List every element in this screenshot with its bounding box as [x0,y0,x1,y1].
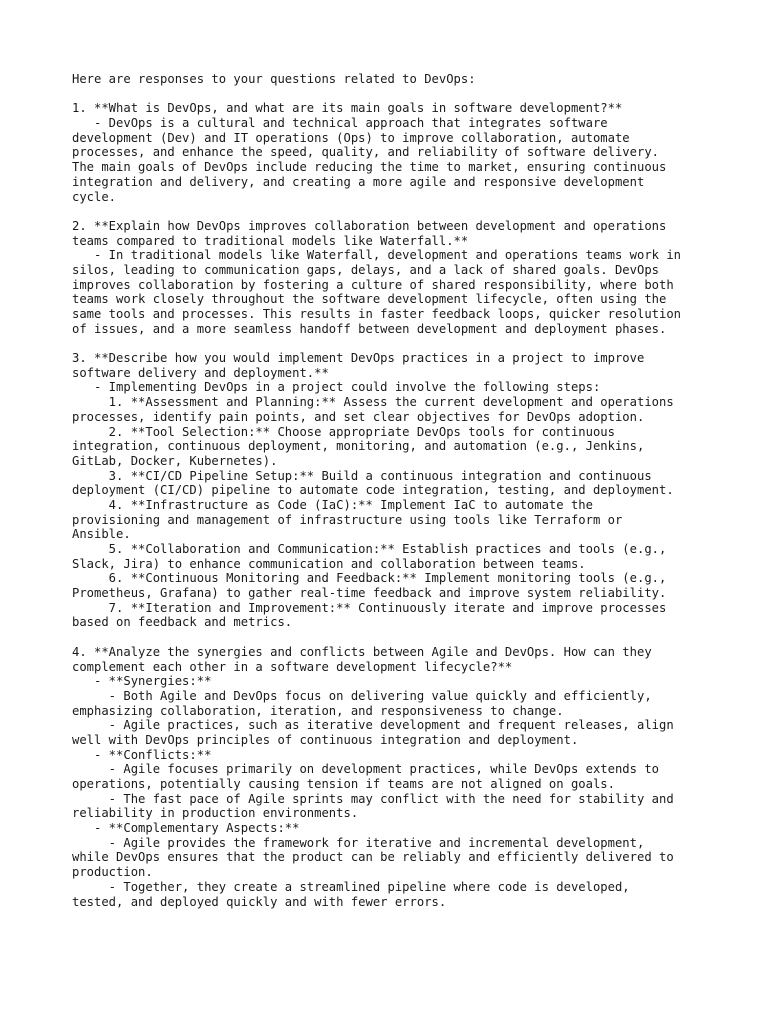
answer-3-step-1: 1. **Assessment and Planning:** Assess the current development and operations [72,395,674,410]
answer-1-line: cycle. [72,189,117,204]
answer-4-line: - Together, they create a streamlined pipeline where code is developed, [72,879,630,894]
answer-4-line: emphasizing collaboration, iteration, and responsiveness to change. [72,703,564,718]
answer-3-line: Prometheus, Grafana) to gather real-time feedback and improve system reliability. [72,586,667,601]
question-2-section [72,219,712,337]
question-3-heading: 3. **Describe how you would implement DevOps practices in a project to improve [72,351,645,366]
answer-4-line: reliability in production environments. [72,806,359,821]
spacer [72,630,712,645]
answer-3-line: Ansible. [72,527,131,542]
answer-3-step-4: 4. **Infrastructure as Code (IaC):** Implement IaC to automate the [72,497,593,512]
answer-2-line: of issues, and a more seamless handoff between development and deployment phases. [72,321,667,336]
answer-3-step-2: 2. **Tool Selection:** Choose appropriate DevOps tools for continuous [72,424,615,439]
question-2-heading: teams compared to traditional models like Waterfall.** [72,233,469,248]
intro-line: Here are responses to your questions related to DevOps: [72,72,476,86]
spacer [72,87,712,102]
complementary-aspects-heading: - **Complementary Aspects:** [72,821,300,836]
question-4-heading: complement each other in a software development lifecycle?** [72,659,513,674]
synergies-heading: - **Synergies:** [72,674,212,689]
answer-3-step-3: 3. **CI/CD Pipeline Setup:** Build a continuous integration and continuous [72,468,652,483]
answer-1-line: processes, and enhance the speed, quality, and reliability of software delivery. [72,145,659,160]
answer-3-line: provisioning and management of infrastructure using tools like Terraform or [72,512,623,527]
answer-3-step-7: 7. **Iteration and Improvement:** Continuously iterate and improve processes [72,600,667,615]
answer-2-line: silos, leading to communication gaps, delays, and a lack of shared goals. DevOps [72,262,659,277]
answer-4-line: - Agile practices, such as iterative development and frequent releases, align [72,718,674,733]
answer-1-line: The main goals of DevOps include reducing the time to market, ensuring continuous [72,160,667,175]
question-3-heading: software delivery and deployment.** [72,365,329,380]
answer-3-line: based on feedback and metrics. [72,615,293,630]
question-4-section [72,645,712,909]
answer-3-step-5: 5. **Collaboration and Communication:** Establish practices and tools (e.g., [72,542,667,556]
answer-2-line: - In traditional models like Waterfall, development and operations teams work in [72,248,682,263]
answer-4-line: well with DevOps principles of continuous integration and deployment. [72,732,579,747]
answer-2-line: teams work closely throughout the software development lifecycle, often using the [72,292,667,307]
conflicts-heading: - **Conflicts:** [72,747,212,762]
answer-4-line: - Agile focuses primarily on development practices, while DevOps extends to [72,762,659,777]
answer-4-line: operations, potentially causing tension if teams are not aligned on goals. [72,777,615,791]
question-3-section [72,351,712,630]
question-2-heading: 2. **Explain how DevOps improves collaboration between development and operations [72,218,667,233]
answer-4-line: production. [72,865,153,880]
spacer [72,204,712,219]
answer-4-line: tested, and deployed quickly and with fewer errors. [72,894,447,909]
answer-4-line: while DevOps ensures that the product can be reliably and efficiently delivered to [72,850,674,865]
document-page [72,72,712,909]
answer-1-line: - DevOps is a cultural and technical approach that integrates software [72,116,608,131]
question-4-heading: 4. **Analyze the synergies and conflicts between Agile and DevOps. How can they [72,644,652,659]
answer-4-line: - The fast pace of Agile sprints may conflict with the need for stability and [72,791,674,806]
answer-3-line: processes, identify pain points, and set clear objectives for DevOps adoption. [72,409,645,424]
answer-4-line: - Both Agile and DevOps focus on delivering value quickly and efficiently, [72,688,652,703]
answer-3-line: deployment (CI/CD) pipeline to automate code integration, testing, and deployment. [72,483,674,498]
answer-2-line: improves collaboration by fostering a culture of shared responsibility, where both [72,277,674,292]
answer-3-step-6: 6. **Continuous Monitoring and Feedback:** Implement monitoring tools (e.g., [72,571,667,586]
answer-2-line: same tools and processes. This results in faster feedback loops, quicker resolution [72,307,682,321]
question-1-heading: 1. **What is DevOps, and what are its main goals in software development?** [72,101,623,116]
answer-3-line: GitLab, Docker, Kubernetes). [72,453,278,468]
answer-1-line: development (Dev) and IT operations (Ops) to improve collaboration, automate [72,130,630,145]
answer-3-line: integration, continuous deployment, monitoring, and automation (e.g., Jenkins, [72,439,645,454]
answer-4-line: - Agile provides the framework for iterative and incremental development, [72,835,645,850]
answer-3-line: - Implementing DevOps in a project could involve the following steps: [72,380,601,395]
answer-1-line: integration and delivery, and creating a more agile and responsive development [72,174,645,189]
answer-3-line: Slack, Jira) to enhance communication and collaboration between teams. [72,556,586,571]
spacer [72,336,712,351]
question-1-section [72,101,712,204]
